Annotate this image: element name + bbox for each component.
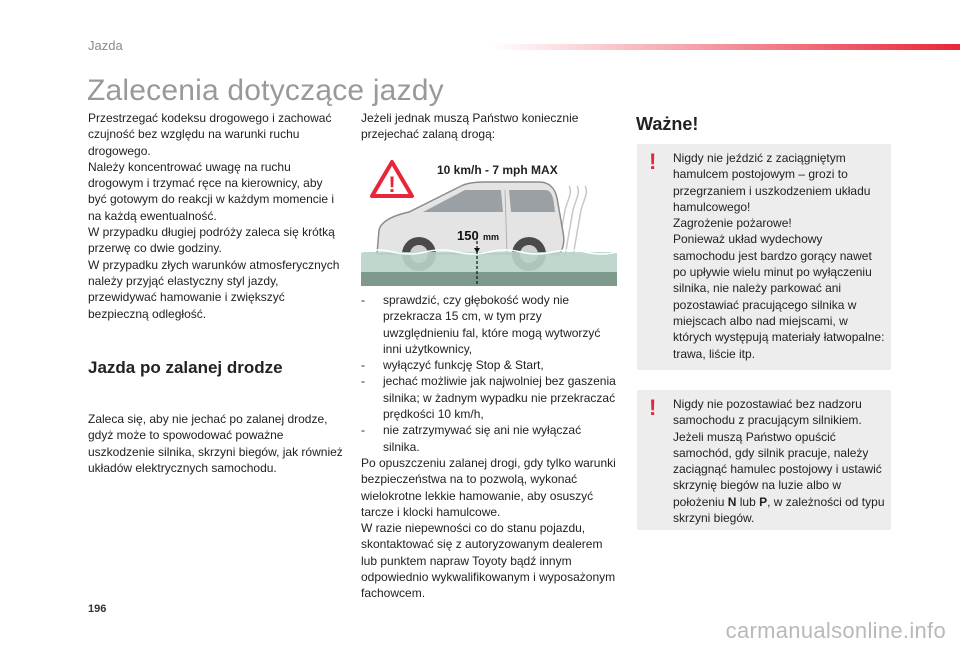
paragraph: Zagrożenie pożarowe! xyxy=(673,216,792,231)
paragraph: Przestrzegać kodeksu drogowego i zachować czujność bez względu na warunki ruchu drogowego. xyxy=(88,111,332,158)
paragraph xyxy=(673,429,885,527)
instruction-list xyxy=(361,292,621,455)
paragraph: Zaleca się, aby nie jechać po zalanej drodze, gdyż może to spowodować poważne uszkodzenie silnika, skrzyni biegów, jak również układów elektrycznych samochodu. xyxy=(88,412,343,475)
header-accent-bar xyxy=(490,44,960,50)
paragraph: Po opuszczeniu zalanej drogi, gdy tylko warunki bezpieczeństwa na to pozwolą, wykonać wielokrotne lekkie hamowanie, aby osuszyć tarcze i klocki hamulcowe. xyxy=(361,455,616,519)
flooded-road-instructions xyxy=(361,292,621,602)
flooded-road-intro xyxy=(361,110,621,143)
warning-triangle-icon xyxy=(372,162,412,197)
depth-value: 150 xyxy=(457,228,479,243)
text-run: , w zależności od typu skrzyni biegów. xyxy=(673,494,885,526)
section-label: Jazda xyxy=(88,38,123,53)
flooded-road-heading: Jazda po zalanej drodze xyxy=(88,358,283,377)
flooded-road-text xyxy=(88,411,343,476)
list-item: - wyłączyć funkcję Stop & Start, xyxy=(361,357,621,373)
paragraph: Jeżeli jednak muszą Państwo koniecznie przejechać zalaną drogą: xyxy=(361,111,579,142)
flooded-road-illustration xyxy=(361,150,617,290)
text-run: Jeżeli muszą Państwo opuścić samochód, gdy silnik pracuje, należy zaciągnąć hamulec postojowy i ustawić skrzynię biegów na luzie albo w położeniu xyxy=(673,429,882,509)
exclamation-icon: ! xyxy=(649,149,657,174)
text-run: lub xyxy=(736,494,760,509)
paragraph: W razie niepewności co do stanu pojazdu, skontaktować się z autoryzowanym dealerem lub punktem napraw Toyoty bądź innym odpowiednio wykwalifikowanym i wyposażonym fachowcem. xyxy=(361,521,616,601)
exclamation-icon: ! xyxy=(649,395,657,420)
watermark: carmanualsonline.info xyxy=(725,618,946,643)
gear-n: N xyxy=(727,494,737,509)
paragraph: Nigdy nie pozostawiać bez nadzoru samochodu z pracującym silnikiem. xyxy=(673,397,862,428)
paragraph: W przypadku złych warunków atmosferycznych należy przyjąć elastyczny styl jazdy, przewidywać hamowanie i zwiększyć bezpieczną odległość. xyxy=(88,257,340,321)
list-item: - sprawdzić, czy głębokość wody nie przekracza 15 cm, w tym przy uwzględnieniu fal, które mogą wytworzyć inni użytkownicy, xyxy=(361,292,621,357)
warning-text xyxy=(673,150,885,362)
page-title: Zalecenia dotyczące jazdy xyxy=(87,74,444,107)
warning-glyph: ! xyxy=(388,172,396,197)
gear-p: P xyxy=(759,494,768,509)
driving-advice-text xyxy=(88,110,343,322)
list-item: - nie zatrzymywać się ani nie wyłączać silnika. xyxy=(361,422,621,455)
list-item: - jechać możliwie jak najwolniej bez gaszenia silnika; w żadnym wypadku nie przekraczać prędkości 10 km/h, xyxy=(361,373,621,422)
page-number: 196 xyxy=(88,603,107,615)
warning-box-engine-running xyxy=(637,390,891,530)
warning-box-parking-brake xyxy=(637,144,891,370)
speed-limit-label: 10 km/h - 7 mph MAX xyxy=(437,163,558,177)
warning-text xyxy=(673,396,885,526)
water-level xyxy=(361,250,617,286)
paragraph: Nigdy nie jeździć z zaciągniętym hamulcem postojowym – grozi to przegrzaniem i uszkodzeniem układu hamulcowego! xyxy=(673,151,871,214)
paragraph: W przypadku długiej podróży zaleca się krótką przerwę co dwie godziny. xyxy=(88,225,335,256)
depth-unit: mm xyxy=(483,232,500,242)
paragraph: Ponieważ układ wydechowy samochodu jest bardzo gorący nawet po upływie wielu minut po wyłączeniu silnika, nie należy parkować ani pozostawiać pracującego silnika w miejscach albo nad miejscami, w których występują materiały łatwopalne: trawa, liście itp. xyxy=(673,232,885,361)
important-heading: Ważne! xyxy=(636,114,699,134)
paragraph: Należy koncentrować uwagę na ruchu drogowym i trzymać ręce na kierownicy, aby być gotowym do reakcji w każdym momencie i na każdą ewentualność. xyxy=(88,159,335,223)
